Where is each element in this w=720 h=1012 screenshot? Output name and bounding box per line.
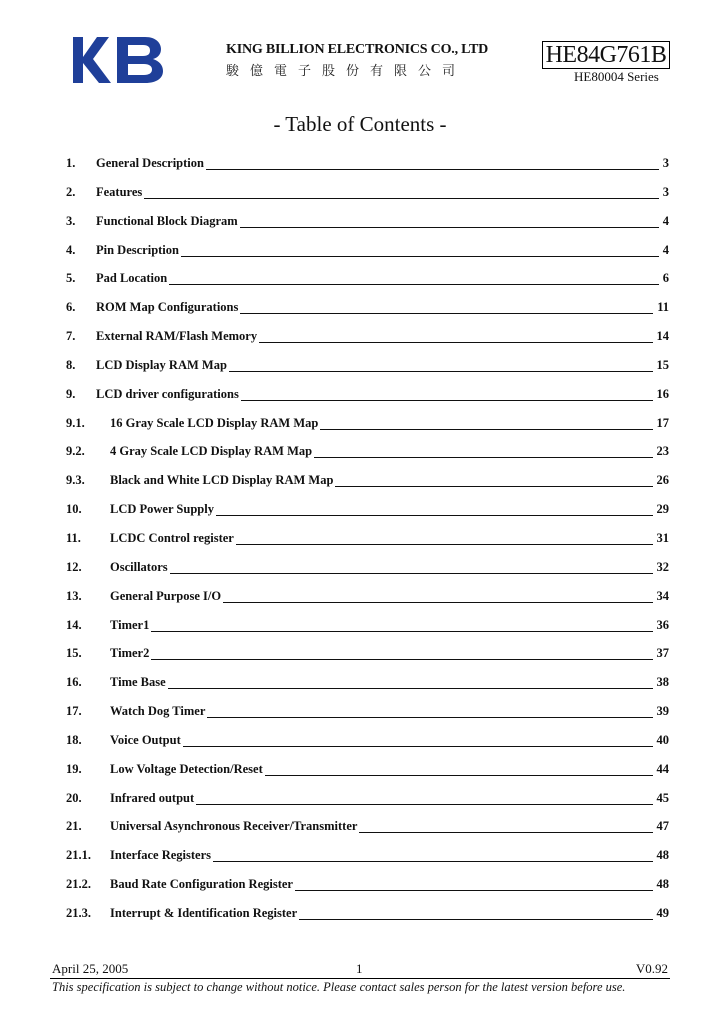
toc-entry[interactable]: [66, 733, 669, 762]
toc-entry[interactable]: [66, 531, 669, 560]
page-title: - Table of Contents -: [273, 112, 447, 136]
toc-entry[interactable]: [66, 618, 669, 647]
table-of-contents: [66, 156, 669, 935]
toc-leader-line: [168, 675, 653, 689]
toc-entry[interactable]: [66, 704, 669, 733]
toc-entry-page: 3: [662, 184, 669, 199]
toc-leader-line: [151, 618, 652, 632]
toc-entry[interactable]: [66, 473, 669, 502]
model-number-box: HE84G761B: [542, 41, 670, 69]
company-name-chinese: 駿億電子股份有限公司: [226, 63, 467, 78]
toc-leader-line: [181, 243, 659, 257]
toc-leader-line: [240, 214, 659, 228]
toc-entry-number: 11.: [66, 530, 81, 545]
toc-entry-title: Low Voltage Detection/Reset: [110, 761, 263, 776]
toc-entry-number: 12.: [66, 559, 82, 574]
company-name: KING BILLION ELECTRONICS CO., LTD: [226, 42, 489, 57]
toc-leader-line: [229, 358, 653, 372]
toc-entry[interactable]: [66, 444, 669, 473]
toc-entry[interactable]: [66, 819, 669, 848]
toc-leader-line: [216, 502, 653, 516]
toc-entry-number: 15.: [66, 646, 82, 661]
toc-entry[interactable]: [66, 387, 669, 416]
toc-leader-line: [144, 185, 658, 199]
toc-entry-title: 4 Gray Scale LCD Display RAM Map: [110, 444, 313, 459]
toc-entry-number: 18.: [66, 732, 82, 747]
toc-entry[interactable]: [66, 560, 669, 589]
toc-entry-number: 10.: [66, 502, 82, 517]
toc-entry-number: 14.: [66, 617, 82, 632]
toc-entry[interactable]: [66, 791, 669, 820]
toc-entry[interactable]: [66, 848, 669, 877]
toc-entry-number: 16.: [66, 675, 82, 690]
toc-entry-page: 4: [662, 213, 669, 228]
toc-leader-line: [241, 387, 653, 401]
toc-entry-page: 6: [662, 271, 669, 286]
toc-entry-page: 38: [656, 675, 669, 690]
toc-entry-title: Infrared output: [110, 790, 195, 805]
toc-entry-title: Voice Output: [110, 732, 181, 747]
toc-entry[interactable]: [66, 156, 669, 185]
toc-entry-page: 15: [656, 357, 669, 372]
toc-entry-number: 9.1.: [66, 415, 85, 430]
footer-page-number: 1: [356, 961, 363, 976]
toc-entry-title: Timer2: [110, 646, 150, 661]
toc-entry[interactable]: [66, 271, 669, 300]
toc-entry-title: Pad Location: [96, 271, 168, 286]
toc-leader-line: [295, 877, 653, 891]
toc-entry[interactable]: [66, 877, 669, 906]
footer-version: V0.92: [635, 961, 668, 976]
toc-entry[interactable]: [66, 329, 669, 358]
toc-entry-title: Timer1: [110, 617, 150, 632]
toc-leader-line: [223, 589, 652, 603]
toc-entry-number: 9.2.: [66, 444, 85, 459]
toc-entry-page: 47: [656, 819, 669, 834]
toc-entry-title: Functional Block Diagram: [96, 213, 238, 228]
toc-entry-number: 17.: [66, 704, 82, 719]
toc-entry-number: 19.: [66, 761, 82, 776]
toc-entry-page: 14: [656, 329, 669, 344]
toc-leader-line: [170, 560, 653, 574]
toc-leader-line: [213, 848, 653, 862]
toc-entry-page: 34: [656, 588, 669, 603]
toc-leader-line: [183, 733, 653, 747]
series-label: HE80004 Series: [574, 69, 659, 84]
toc-entry-number: 21.2.: [66, 877, 91, 892]
toc-entry-page: 16: [656, 386, 669, 401]
toc-entry-title: LCD Power Supply: [110, 502, 214, 517]
toc-leader-line: [320, 416, 652, 430]
toc-entry-number: 6.: [66, 300, 76, 315]
toc-entry-title: Universal Asynchronous Receiver/Transmitter: [110, 819, 358, 834]
toc-entry-title: Black and White LCD Display RAM Map: [110, 473, 334, 488]
toc-entry-title: LCD driver configurations: [96, 386, 239, 401]
toc-leader-line: [359, 819, 652, 833]
toc-entry-page: 23: [656, 444, 669, 459]
toc-entry-number: 3.: [66, 213, 76, 228]
toc-entry-number: 21.1.: [66, 848, 91, 863]
toc-entry-page: 32: [656, 559, 669, 574]
toc-entry-title: LCD Display RAM Map: [96, 357, 227, 372]
toc-entry-title: Interrupt & Identification Register: [110, 905, 298, 920]
toc-entry[interactable]: [66, 646, 669, 675]
footer-divider: [50, 978, 670, 979]
toc-entry-title: General Description: [96, 156, 204, 170]
toc-leader-line: [207, 704, 652, 718]
toc-entry-page: 4: [662, 242, 669, 257]
toc-entry-page: 44: [656, 761, 669, 776]
toc-entry-title: ROM Map Configurations: [96, 300, 239, 315]
toc-leader-line: [314, 444, 652, 458]
toc-entry[interactable]: [66, 906, 669, 935]
toc-entry-page: 48: [656, 848, 669, 863]
toc-entry-page: 40: [656, 732, 669, 747]
toc-entry-number: 2.: [66, 184, 76, 199]
toc-entry-number: 9.: [66, 386, 76, 401]
toc-entry-number: 1.: [66, 156, 76, 170]
toc-entry-number: 21.: [66, 819, 82, 834]
toc-entry-page: 17: [656, 415, 669, 430]
toc-entry[interactable]: [66, 589, 669, 618]
company-logo: [73, 35, 165, 85]
toc-entry-number: 20.: [66, 790, 82, 805]
toc-entry-page: 31: [656, 530, 669, 545]
toc-entry[interactable]: [66, 762, 669, 791]
toc-entry-title: External RAM/Flash Memory: [96, 329, 258, 344]
toc-entry-title: Interface Registers: [110, 848, 211, 863]
toc-entry-page: 3: [662, 156, 669, 170]
toc-entry[interactable]: [66, 675, 669, 704]
footer-notice: This specification is subject to change without notice. Please contact sales person for the latest version before use.: [52, 980, 626, 994]
toc-entry-title: Baud Rate Configuration Register: [110, 877, 293, 892]
toc-entry-title: Pin Description: [96, 242, 179, 257]
toc-entry-page: 11: [657, 300, 669, 315]
footer-date: April 25, 2005: [52, 961, 129, 976]
toc-entry-title: General Purpose I/O: [110, 588, 222, 603]
toc-entry-title: LCDC Control register: [110, 530, 234, 545]
toc-leader-line: [236, 531, 653, 545]
toc-entry-title: 16 Gray Scale LCD Display RAM Map: [110, 415, 319, 430]
toc-entry-number: 8.: [66, 357, 76, 372]
toc-leader-line: [265, 762, 653, 776]
toc-entry-page: 37: [656, 646, 669, 661]
toc-entry-page: 45: [656, 790, 669, 805]
toc-entry-page: 39: [656, 704, 669, 719]
toc-entry-page: 49: [656, 905, 669, 920]
toc-leader-line: [169, 271, 659, 285]
toc-entry-title: Features: [96, 184, 143, 199]
toc-entry-page: 29: [656, 502, 669, 517]
toc-entry-page: 26: [656, 473, 669, 488]
toc-entry-page: 36: [656, 617, 669, 632]
toc-entry-title: Time Base: [110, 675, 166, 690]
toc-entry[interactable]: [66, 502, 669, 531]
toc-entry-title: Oscillators: [110, 559, 168, 574]
toc-entry[interactable]: [66, 243, 669, 272]
toc-entry[interactable]: [66, 300, 669, 329]
toc-leader-line: [299, 906, 652, 920]
toc-entry[interactable]: [66, 358, 669, 387]
toc-leader-line: [259, 329, 652, 343]
toc-entry-number: 5.: [66, 271, 76, 286]
toc-entry-page: 48: [656, 877, 669, 892]
toc-entry[interactable]: [66, 214, 669, 243]
toc-entry-number: 9.3.: [66, 473, 85, 488]
toc-leader-line: [206, 156, 659, 170]
toc-entry-number: 7.: [66, 329, 76, 344]
toc-entry-number: 21.3.: [66, 905, 91, 920]
toc-leader-line: [335, 473, 652, 487]
toc-entry[interactable]: [66, 416, 669, 445]
toc-entry[interactable]: [66, 185, 669, 214]
toc-entry-number: 13.: [66, 588, 82, 603]
toc-leader-line: [196, 791, 652, 805]
toc-leader-line: [240, 300, 653, 314]
toc-leader-line: [151, 646, 652, 660]
toc-entry-number: 4.: [66, 242, 76, 257]
toc-entry-title: Watch Dog Timer: [110, 704, 206, 719]
